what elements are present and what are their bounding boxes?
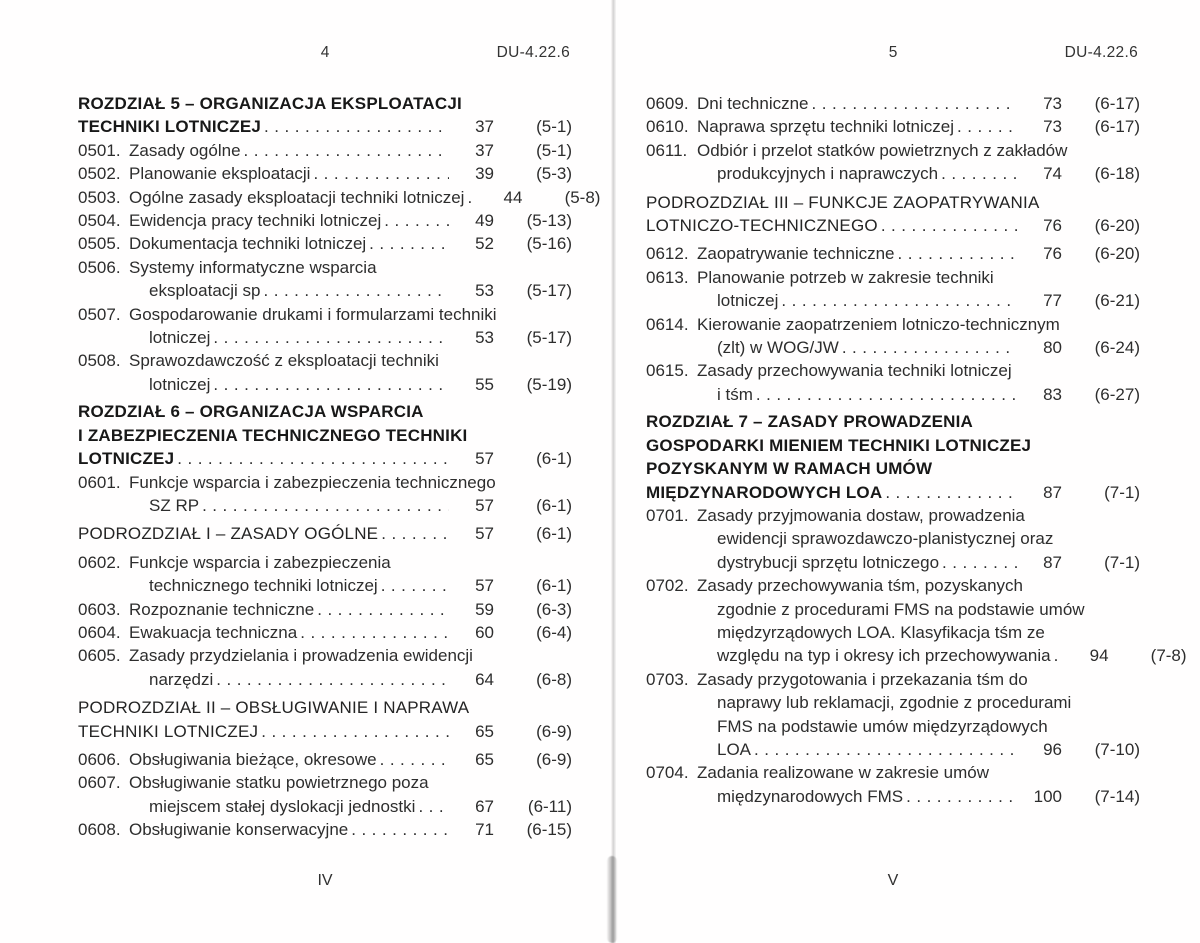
dot-leader: [906, 785, 1017, 808]
dot-leader: [781, 289, 1017, 312]
entry-section-ref: (6-1): [536, 576, 572, 596]
entry-page-number: 83: [1043, 384, 1062, 404]
toc-entry-item: [78, 748, 572, 771]
entry-number: 0613.: [646, 267, 689, 287]
toc-entry-subchapter: [78, 696, 572, 743]
entry-page-number: 100: [1033, 786, 1062, 806]
entry-section-ref: (7-10): [1094, 739, 1140, 759]
toc-entry-item: [646, 139, 1140, 186]
entry-page-number: 67: [475, 796, 494, 816]
entry-text: Zaopatrywanie techniczne: [697, 244, 895, 264]
entry-section-ref: (6-4): [536, 622, 572, 642]
entry-section-ref: (6-17): [1094, 117, 1140, 137]
entry-text: Planowanie eksploatacji: [129, 164, 311, 184]
entry-text: zgodnie z procedurami FMS na podstawie umów: [717, 599, 1085, 619]
dot-leader: [264, 279, 449, 302]
entry-page-number: 57: [475, 449, 494, 469]
entry-page-number: 87: [1043, 482, 1062, 502]
entry-text: i tśm: [717, 384, 753, 404]
entry-number: 0611.: [646, 140, 688, 160]
entry-text: narzędzi: [149, 669, 214, 689]
entry-number: 0609.: [646, 94, 689, 113]
entry-text: Ewakuacja techniczna: [129, 622, 298, 642]
entry-text: Gospodarowanie drukami i formularzami techniki: [129, 304, 497, 324]
entry-text: Rozpoznanie techniczne: [129, 599, 315, 619]
dot-leader: [216, 668, 449, 691]
entry-text: Funkcje wsparcia i zabezpieczenia technicznego: [129, 472, 496, 492]
toc-entry-item: [78, 256, 572, 303]
entry-text: SZ RP: [149, 495, 200, 515]
entry-number: 0507.: [78, 304, 121, 324]
toc-entry-item: [646, 115, 1140, 138]
dot-leader: [842, 336, 1017, 359]
entry-text: lotniczej: [149, 328, 211, 348]
toc-entry-item: [78, 186, 601, 209]
entry-text: FMS na podstawie umów międzyrządowych: [717, 716, 1048, 736]
dot-leader: [942, 551, 1017, 574]
dot-leader: [885, 481, 1017, 504]
entry-section-ref: (5-19): [526, 374, 572, 394]
toc-entry-chapter: [78, 400, 572, 470]
toc-right: [646, 92, 1187, 808]
entry-text: Planowanie potrzeb w zakresie techniki: [697, 267, 994, 287]
dot-leader: [313, 162, 449, 185]
dot-leader: [351, 818, 449, 841]
entry-section-ref: (6-11): [527, 796, 572, 816]
entry-page-number: 76: [1043, 216, 1062, 236]
dot-leader: [369, 232, 449, 255]
entry-text: GOSPODARKI MIENIEM TECHNIKI LOTNICZEJ: [646, 435, 1032, 455]
toc-entry-item: [646, 504, 1140, 574]
entry-number: 0608.: [78, 820, 121, 840]
entry-text: Zadania realizowane w zakresie umów: [697, 763, 989, 783]
entry-text: Zasady przechowywania techniki lotniczej: [697, 361, 1012, 381]
toc-entry-chapter: [646, 410, 1140, 504]
entry-section-ref: (6-21): [1094, 291, 1140, 311]
entry-text: Zasady przydzielania i prowadzenia ewidencji: [129, 646, 473, 666]
doc-code: DU-4.22.6: [1064, 44, 1138, 61]
entry-text: Systemy informatyczne wsparcia: [129, 257, 377, 277]
entry-text: POZYSKANYM W RAMACH UMÓW: [646, 459, 933, 479]
entry-text: lotniczej: [149, 374, 211, 394]
entry-text: ROZDZIAŁ 5 – ORGANIZACJA EKSPLOATACJI: [78, 94, 462, 113]
entry-page-number: 60: [475, 622, 494, 642]
entry-text: ROZDZIAŁ 6 – ORGANIZACJA WSPARCIA: [78, 402, 424, 422]
dot-leader: [380, 748, 449, 771]
entry-page-number: 76: [1043, 244, 1062, 264]
entry-number: 0508.: [78, 351, 121, 371]
page-gutter-shadow-bottom: [607, 856, 617, 943]
entry-section-ref: (5-13): [526, 211, 572, 231]
entry-text: PODROZDZIAŁ II – OBSŁUGIWANIE I NAPRAWA: [78, 698, 470, 718]
entry-text: Zasady przygotowania i przekazania tśm do: [697, 669, 1028, 689]
entry-number: 0610.: [646, 117, 689, 137]
dot-leader: [202, 494, 449, 517]
entry-text: (zlt) w WOG/JW: [717, 338, 839, 358]
entry-section-ref: (6-1): [536, 495, 572, 515]
dot-leader: [754, 738, 1017, 761]
toc-entry-item: [78, 471, 572, 518]
page-left-footer: [78, 872, 572, 890]
page-left: [78, 0, 601, 943]
toc-entry-item: [78, 232, 572, 255]
toc-entry-chapter: [78, 92, 572, 139]
toc-entry-item: [646, 92, 1140, 115]
entry-text: PODROZDZIAŁ III – FUNKCJE ZAOPATRYWANIA: [646, 192, 1040, 212]
toc-entry-item: [78, 818, 572, 841]
entry-page-number: 87: [1043, 552, 1062, 572]
entry-number: 0607.: [78, 773, 121, 793]
entry-page-number: 73: [1043, 94, 1062, 113]
entry-section-ref: (6-18): [1094, 164, 1140, 184]
doc-code: DU-4.22.6: [496, 44, 570, 61]
entry-page-number: 77: [1043, 291, 1062, 311]
entry-number: 0604.: [78, 622, 121, 642]
toc-entry-item: [646, 266, 1140, 313]
dot-leader: [381, 574, 449, 597]
entry-section-ref: (6-20): [1094, 244, 1140, 264]
dot-leader: [898, 242, 1017, 265]
entry-text: Obsługiwanie konserwacyjne: [129, 820, 349, 840]
footer-roman-numeral: V: [887, 872, 899, 889]
entry-text: technicznego techniki lotniczej: [149, 576, 378, 596]
dot-leader: [261, 720, 449, 743]
entry-number: 0505.: [78, 234, 121, 254]
entry-section-ref: (6-15): [526, 820, 572, 840]
entry-section-ref: (6-8): [536, 669, 572, 689]
entry-section-ref: (6-1): [536, 524, 572, 544]
entry-section-ref: (7-1): [1104, 552, 1140, 572]
entry-text: I ZABEZPIECZENIA TECHNICZNEGO TECHNIKI: [78, 425, 468, 445]
toc-entry-item: [78, 551, 572, 598]
entry-section-ref: (6-9): [536, 721, 572, 741]
entry-text: Odbiór i przelot statków powietrznych z zakładów: [697, 140, 1068, 160]
entry-text: miejscem stałej dyslokacji jednostki: [149, 796, 416, 816]
entry-text: LOTNICZEJ: [78, 449, 175, 469]
entry-page-number: 65: [475, 721, 494, 741]
entry-number: 0601.: [78, 472, 121, 492]
entry-text: Obsługiwanie statku powietrznego poza: [129, 773, 429, 793]
toc-entry-item: [78, 621, 572, 644]
entry-text: Zasady ogólne: [129, 140, 241, 160]
toc-entry-item: [78, 598, 572, 621]
entry-text: Zasady przechowywania tśm, pozyskanych: [697, 576, 1023, 596]
entry-text: eksploatacji sp: [149, 281, 261, 301]
entry-number: 0603.: [78, 599, 121, 619]
entry-text: ROZDZIAŁ 7 – ZASADY PROWADZENIA: [646, 412, 974, 432]
entry-section-ref: (7-8): [1150, 646, 1187, 666]
entry-section-ref: (6-27): [1094, 384, 1140, 404]
entry-section-ref: (7-14): [1094, 786, 1140, 806]
entry-text: Naprawa sprzętu techniki lotniczej: [697, 117, 955, 137]
entry-section-ref: (5-1): [536, 140, 572, 160]
page-number: 4: [320, 44, 330, 61]
entry-number: 0612.: [646, 244, 689, 264]
page-right-footer: [646, 872, 1140, 890]
dot-leader: [381, 522, 449, 545]
toc-entry-item: [78, 349, 572, 396]
toc-left: [78, 92, 601, 842]
entry-number: 0504.: [78, 211, 121, 231]
entry-text: MIĘDZYNARODOWYCH LOA: [646, 482, 883, 502]
dot-leader: [957, 115, 1017, 138]
entry-page-number: 57: [475, 524, 494, 544]
toc-entry-subchapter: [646, 191, 1140, 238]
entry-page-number: 57: [475, 495, 494, 515]
entry-section-ref: (5-17): [526, 281, 572, 301]
dot-leader: [812, 92, 1017, 115]
toc-entry-item: [646, 668, 1140, 762]
entry-section-ref: (5-8): [564, 187, 601, 207]
entry-text: produkcyjnych i naprawczych: [717, 164, 939, 184]
entry-number: 0702.: [646, 576, 689, 596]
entry-section-ref: (6-24): [1094, 338, 1140, 358]
entry-page-number: 74: [1043, 164, 1062, 184]
entry-text: Dni techniczne: [697, 94, 809, 113]
dot-leader: [941, 162, 1017, 185]
toc-entry-item: [646, 761, 1140, 808]
entry-text: międzynarodowych FMS: [717, 786, 904, 806]
toc-entry-item: [646, 574, 1187, 668]
entry-section-ref: (5-1): [536, 117, 572, 137]
dot-leader: [213, 326, 449, 349]
entry-number: 0605.: [78, 646, 121, 666]
toc-entry-item: [646, 359, 1140, 406]
dot-leader: [881, 214, 1017, 237]
entry-page-number: 39: [475, 164, 494, 184]
entry-number: 0606.: [78, 749, 121, 769]
dot-leader: [384, 209, 449, 232]
entry-text: Sprawozdawczość z eksploatacji techniki: [129, 351, 439, 371]
entry-text: TECHNIKI LOTNICZEJ: [78, 117, 262, 137]
entry-section-ref: (5-17): [526, 328, 572, 348]
entry-text: Ogólne zasady eksploatacji techniki lotniczej: [129, 187, 465, 207]
dot-leader: [418, 795, 449, 818]
toc-entry-item: [78, 162, 572, 185]
dot-leader: [213, 373, 449, 396]
entry-section-ref: (6-3): [536, 599, 572, 619]
entry-section-ref: (6-20): [1094, 216, 1140, 236]
dot-leader: [300, 621, 449, 644]
entry-number: 0503.: [78, 187, 121, 207]
entry-section-ref: (6-17): [1094, 94, 1140, 113]
entry-number: 0501.: [78, 140, 121, 160]
entry-text: naprawy lub reklamacji, zgodnie z procedurami: [717, 693, 1072, 713]
entry-section-ref: (6-9): [536, 749, 572, 769]
entry-section-ref: (5-3): [536, 164, 572, 184]
dot-leader: [1054, 644, 1064, 667]
toc-entry-item: [646, 313, 1140, 360]
toc-entry-item: [78, 209, 572, 232]
toc-entry-item: [78, 644, 572, 691]
entry-number: 0502.: [78, 164, 121, 184]
dot-leader: [317, 598, 449, 621]
entry-number: 0614.: [646, 314, 689, 334]
entry-page-number: 94: [1089, 646, 1109, 666]
entry-text: LOTNICZO-TECHNICZNEGO: [646, 216, 878, 236]
entry-page-number: 57: [475, 576, 494, 596]
page-left-header: [78, 44, 572, 64]
entry-number: 0506.: [78, 257, 121, 277]
entry-number: 0703.: [646, 669, 689, 689]
entry-page-number: 73: [1043, 117, 1062, 137]
page-gutter-shadow: [611, 0, 616, 943]
toc-entry-item: [646, 242, 1140, 265]
entry-page-number: 44: [503, 187, 523, 207]
entry-number: 0701.: [646, 505, 689, 525]
entry-text: Funkcje wsparcia i zabezpieczenia: [129, 552, 391, 572]
entry-text: lotniczej: [717, 291, 779, 311]
entry-text: ewidencji sprawozdawczo-planistycznej oraz: [717, 529, 1054, 549]
toc-entry-item: [78, 771, 572, 818]
toc-entry-subchapter: [78, 522, 572, 545]
entry-number: 0704.: [646, 763, 689, 783]
dot-leader: [264, 115, 449, 138]
footer-roman-numeral: IV: [317, 872, 333, 889]
entry-section-ref: (5-16): [526, 234, 572, 254]
dot-leader: [177, 447, 449, 470]
page-number: 5: [888, 44, 898, 61]
page-right-header: [646, 44, 1140, 64]
entry-page-number: 52: [475, 234, 494, 254]
entry-number: 0615.: [646, 361, 689, 381]
entry-text: PODROZDZIAŁ I – ZASADY OGÓLNE: [78, 524, 379, 544]
entry-text: Dokumentacja techniki lotniczej: [129, 234, 367, 254]
entry-text: dystrybucji sprzętu lotniczego: [717, 552, 940, 572]
page-right: [646, 0, 1187, 943]
entry-text: międzyrządowych LOA. Klasyfikacja tśm ze: [717, 622, 1045, 642]
entry-text: Kierowanie zaopatrzeniem lotniczo-technicznym: [697, 314, 1060, 334]
entry-section-ref: (7-1): [1104, 482, 1140, 502]
entry-text: Obsługiwania bieżące, okresowe: [129, 749, 377, 769]
entry-text: TECHNIKI LOTNICZEJ: [78, 721, 259, 741]
entry-page-number: 37: [475, 140, 494, 160]
entry-page-number: 96: [1043, 739, 1062, 759]
toc-entry-item: [78, 303, 572, 350]
entry-page-number: 65: [475, 749, 494, 769]
entry-section-ref: (6-1): [536, 449, 572, 469]
dot-leader: [244, 139, 449, 162]
dot-leader: [756, 383, 1017, 406]
entry-page-number: 55: [475, 374, 494, 394]
entry-text: względu na typ i okresy ich przechowywania: [717, 646, 1051, 666]
entry-page-number: 53: [475, 328, 494, 348]
entry-number: 0602.: [78, 552, 121, 572]
entry-text: LOA: [717, 739, 752, 759]
entry-page-number: 37: [475, 117, 494, 137]
entry-page-number: 49: [475, 211, 494, 231]
entry-page-number: 59: [475, 599, 494, 619]
toc-entry-item: [78, 139, 572, 162]
entry-page-number: 53: [475, 281, 494, 301]
entry-page-number: 64: [475, 669, 494, 689]
dot-leader: [467, 186, 477, 209]
entry-text: Ewidencja pracy techniki lotniczej: [129, 211, 382, 231]
entry-text: Zasady przyjmowania dostaw, prowadzenia: [697, 505, 1025, 525]
entry-page-number: 71: [475, 820, 494, 840]
entry-page-number: 80: [1043, 338, 1062, 358]
